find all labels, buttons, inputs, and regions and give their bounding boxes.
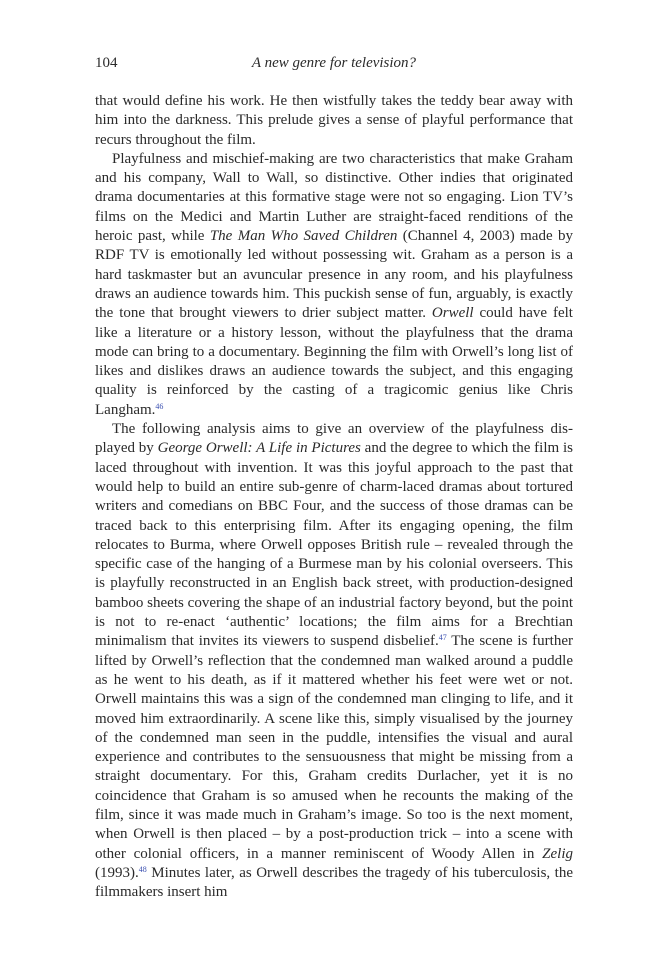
text-segment: Minutes later, as Orwell describes the tragedy of his tuberculosis, the filmmakers insert him <box>95 864 573 901</box>
italic-title: The Man Who Saved Children <box>209 228 398 245</box>
footnote-ref[interactable]: 48 <box>138 864 147 874</box>
text-segment: that would define his work. He then wistfully takes the teddy bear away with him into the darkness. This prelude gives a sense of playful performance that recurs throughout the film. <box>95 93 573 148</box>
running-head <box>95 52 573 74</box>
text-segment: The following analysis aims to give an overview of the playfulness displayed by <box>95 421 573 457</box>
text-segment: The scene is further lifted by Orwell’s reflection that the condemned man walked around a puddle as he went to his death, as if it mattered whether his feet were wet or not. Orwell maintains this was a sign of the condemned man clinging to life, and it moved him extraordinarily. A scene like this, simply visualised by the journey of the condemned man seen in the puddle, intensifies the visual and aural experience and contributes to the sensuousness that might be missing from a straight documentary. For this, Graham credits Durlacher, yet it is no coincidence that Graham is so amused when he recounts the making of the film, since it was made much in Graham’s image. So too is the next moment, when Orwell is then placed – by a post-production trick – into a scene with other colonial officers, in a manner reminiscent of Woody Allen in <box>95 633 573 862</box>
paragraph-1 <box>95 92 573 150</box>
footnote-ref[interactable]: 47 <box>438 633 447 643</box>
text-segment: (1993). <box>95 864 139 881</box>
text-segment: Playfulness and mischief-making are two characteristics that make Graham and his company, Wall to Wall, so distinctive. Other indies that originated drama documentaries at this formative stage were not so engaging. Lion TV’s films on the Medici and Martin Luther are straight-faced renditions of the heroic past, while <box>95 150 573 245</box>
book-page <box>95 52 573 902</box>
paragraph-3 <box>95 420 573 902</box>
text-segment: could have felt like a literature or a history lesson, without the playfulness that the drama mode can bring to a documentary. Beginning the film with Orwell’s long list of likes and dislikes draws an audience towards the subject, and this engaging quality is reinforced by the casting of a tragicomic genius like Chris Langham. <box>95 305 573 418</box>
italic-title: Zelig <box>542 845 573 862</box>
paragraph-2 <box>95 150 573 420</box>
footnote-ref[interactable]: 46 <box>155 401 164 411</box>
italic-title: George Orwell: A Life in Pictures <box>157 440 361 457</box>
page-number: 104 <box>95 55 118 71</box>
text-segment: (Channel 4, 2003) made by RDF TV is emotionally led without possessing wit. Graham as a person is a hard taskmaster but an avuncular presence in any room, and his playfulness draws an audience towards him. This puckish sense of fun, arguably, is exactly the tone that brought viewers to drier subject matter. <box>95 228 573 322</box>
running-title: A new genre for television? <box>251 55 417 71</box>
text-segment: and the degree to which the film is laced throughout with invention. It was this joyful approach to the past that would help to build an entire sub-genre of charm-laced dramas about tortured writers and comedians on BBC Four, and the success of those dramas can be traced back to this enterprising film. After its engaging opening, the film relocates to Burma, where Orwell opposes British rule – revealed through the specific case of the hanging of a Burmese man by his colonial overseers. This is playfully reconstructed in an English back street, with production-designed bamboo sheets covering the shape of an industrial factory beyond, but the point is not to re-enact ‘authentic’ locations; the film aims for a Brechtian minimalism that invites its viewers to suspend disbelief. <box>95 440 573 650</box>
italic-title: Orwell <box>431 305 474 322</box>
body-text <box>95 92 573 902</box>
